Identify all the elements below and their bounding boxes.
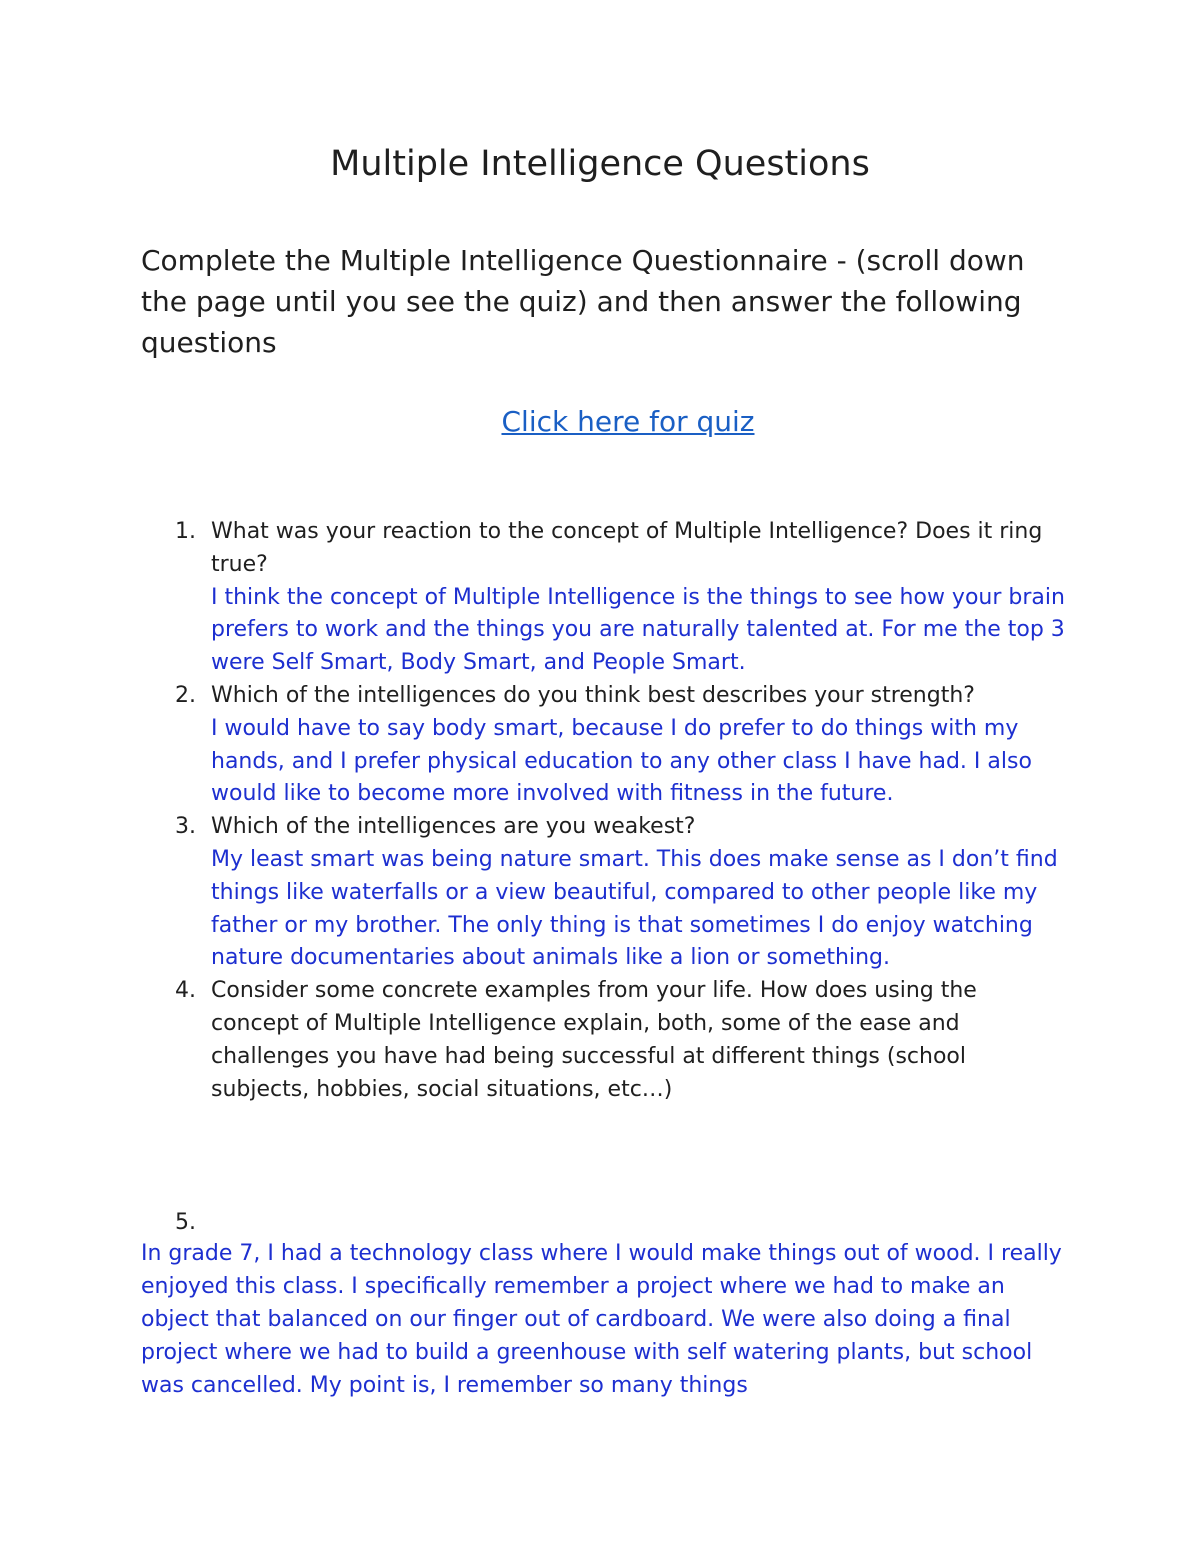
question-item-4 [141,975,1071,1106]
question-item-1 [141,516,1071,680]
intro-paragraph: Complete the Multiple Intelligence Questionnaire - (scroll down the page until you see the quiz) and then answer the following questions [141,244,1025,359]
page-title: Multiple Intelligence Questions [330,144,870,184]
item-5-answer: In grade 7, I had a technology class where I would make things out of wood. I really enjoyed this class. I specifically remember a project where we had to make an object that balanced on our finger out of cardboard. We were also doing a final project where we had to build a greenhouse with self watering plants, but school was cancelled. My point is, I remember so many things [141,1241,1062,1398]
question-item-3 [141,811,1071,975]
answer-text: I think the concept of Multiple Intelligence is the things to see how your brain prefers to work and the things you are naturally talented at. For me the top 3 were Self Smart, Body Smart, and People Smart. [211,584,1065,676]
question-number: 3. [175,814,196,840]
question-text: Which of the intelligences do you think best describes your strength? [211,682,975,708]
question-number: 4. [175,978,196,1004]
question-number: 1. [175,519,196,544]
question-item-2 [141,680,1071,811]
question-number: 2. [175,682,196,708]
answer-text: My least smart was being nature smart. This does make sense as I don’t find things like waterfalls or a view beautiful, compared to other people like my father or my brother. The only thing is that sometimes I do enjoy watching nature documentaries about animals like a lion or something. [211,846,1058,971]
question-text: Consider some concrete examples from your life. How does using the concept of Multiple Intelligence explain, both, some of the ease and challenges you have had being successful at different things (school subjects, hobbies, social situations, etc…) [211,978,977,1102]
question-text: Which of the intelligences are you weakest? [211,814,696,840]
item-5-number: 5. [175,1210,196,1235]
answer-text: I would have to say body smart, because I do prefer to do things with my hands, and I prefer physical education to any other class I have had. I also would like to become more involved with fitness in the future. [211,715,1032,807]
question-text: What was your reaction to the concept of Multiple Intelligence? Does it ring true? [211,519,1043,577]
quiz-link[interactable]: Click here for quiz [501,405,755,438]
question-list [141,516,1071,1106]
